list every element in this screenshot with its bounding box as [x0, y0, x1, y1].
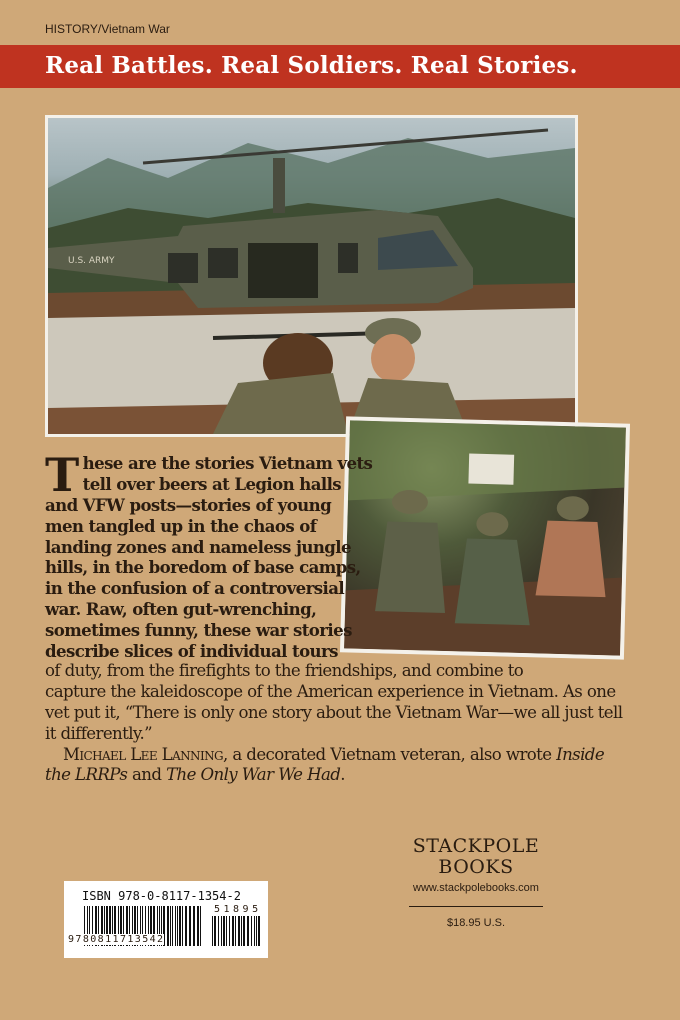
- helicopter-illustration: [48, 118, 575, 434]
- barcode-bar: [189, 906, 191, 946]
- barcode-bar: [243, 916, 245, 946]
- description-line: hese are the stories Vietnam vets: [82, 453, 373, 473]
- barcode-bar: [218, 916, 219, 946]
- category-label: HISTORY/Vietnam War: [45, 22, 170, 36]
- barcode-bar: [229, 916, 230, 946]
- ean-digits: 9780811713542: [68, 934, 165, 945]
- description-line: hills, in the boredom of base camps,: [45, 557, 361, 578]
- bio-text: , a decorated Vietnam veteran, also wrote: [222, 744, 557, 764]
- tagline: Real Battles. Real Soldiers. Real Stories.: [45, 52, 578, 79]
- barcode-bar: [251, 916, 252, 946]
- barcode-bar: [179, 906, 181, 946]
- tagline-banner: [0, 45, 680, 88]
- barcode-bar: [235, 916, 236, 946]
- description-line: and VFW posts—stories of young: [45, 495, 332, 515]
- barcode-bar: [226, 916, 227, 946]
- book-title: the LRRPs: [45, 765, 128, 785]
- barcode-bar: [241, 916, 242, 946]
- helicopter-photo: [45, 115, 578, 437]
- description-line: it differently.”: [45, 723, 153, 743]
- barcode-bar: [170, 906, 171, 946]
- description-line: describe slices of individual tours: [45, 640, 338, 661]
- drop-cap: T: [45, 448, 79, 502]
- barcode-bar: [177, 906, 178, 946]
- barcode-bar: [175, 906, 176, 946]
- book-title: Inside: [556, 744, 605, 764]
- addon-digits: 51895: [214, 904, 262, 915]
- barcode-bar: [258, 916, 260, 946]
- barcode-bar: [223, 916, 225, 946]
- author-bio-cont: [45, 765, 635, 786]
- barcode-bar: [167, 906, 169, 946]
- isbn-label: ISBN 978-0-8117-1354-2: [82, 889, 241, 903]
- price: $18.95 U.S.: [446, 917, 506, 929]
- publisher-name-2: BOOKS: [438, 856, 514, 878]
- barcode-bar: [247, 916, 249, 946]
- description-line: in the confusion of a controversial: [45, 578, 345, 599]
- author-bio: [45, 745, 635, 766]
- description-line: landing zones and nameless jungle: [45, 536, 351, 557]
- bio-text: and: [127, 765, 167, 785]
- book-title: The Only War We Had: [166, 765, 341, 785]
- barcode-bar: [221, 916, 222, 946]
- publisher-url: www.stackpolebooks.com: [413, 882, 539, 894]
- description-line: capture the kaleidoscope of the American experience in Vietnam. As one: [45, 682, 616, 702]
- barcode-bar: [238, 916, 240, 946]
- publisher-name-1: STACKPOLE: [412, 835, 540, 857]
- barcode: [64, 881, 268, 958]
- barcode-bar: [172, 906, 173, 946]
- divider: [409, 906, 543, 907]
- description-line: sometimes funny, these war stories: [45, 619, 352, 640]
- barcode-bar: [214, 916, 216, 946]
- description-line: tell over beers at Legion halls: [82, 473, 342, 494]
- publisher-block: [400, 836, 552, 929]
- description-line: of duty, from the firefights to the friendships, and combine to: [45, 661, 524, 681]
- barcode-bar: [182, 906, 183, 946]
- book-description: [45, 448, 635, 786]
- helicopter-marking: U.S. ARMY: [68, 256, 115, 266]
- author-name: Michael Lee Lanning: [63, 744, 223, 764]
- barcode-bar: [254, 916, 255, 946]
- description-line: men tangled up in the chaos of: [45, 515, 317, 536]
- barcode-bar: [193, 906, 195, 946]
- bio-text: .: [340, 765, 345, 785]
- description-line: vet put it, “There is only one story about the Vietnam War—we all just tell: [45, 702, 623, 722]
- barcode-bar: [200, 906, 201, 946]
- barcode-bar: [256, 916, 257, 946]
- barcode-bar: [212, 916, 213, 946]
- barcode-bar: [197, 906, 199, 946]
- barcode-bar: [232, 916, 234, 946]
- description-line: war. Raw, often gut-wrenching,: [45, 598, 317, 619]
- barcode-bar: [185, 906, 187, 946]
